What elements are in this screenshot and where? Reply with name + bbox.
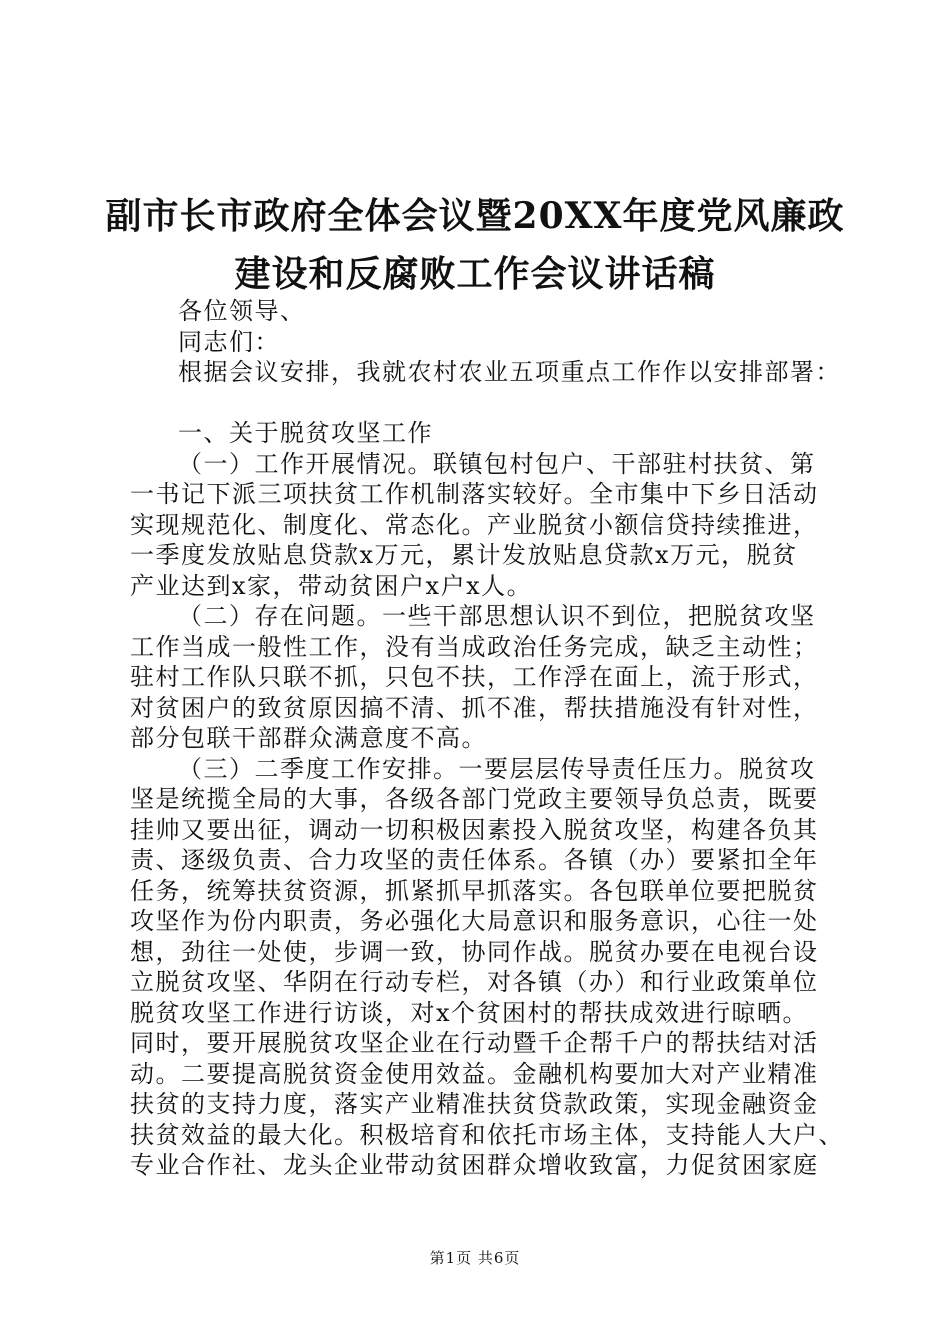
paragraph-line: （一）工作开展情况。联镇包村包户、干部驻村扶贫、第: [178, 449, 816, 478]
paragraph-line: 动。二要提高脱贫资金使用效益。金融机构要加大对产业精准: [130, 1059, 819, 1088]
paragraph-line: 攻坚作为份内职责，务必强化大局意识和服务意识，心往一处: [130, 907, 819, 935]
document-title-line-1: 副市长市政府全体会议暨20XX年度党风廉政: [105, 195, 845, 237]
paragraph-line: 坚是统揽全局的大事，各级各部门党政主要领导负总责，既要: [130, 785, 819, 813]
paragraph-line: 专业合作社、龙头企业带动贫困群众增收致富，力促贫困家庭: [130, 1151, 819, 1179]
document-body: [130, 296, 844, 1181]
document-title-line-2: 建设和反腐败工作会议讲话稿: [234, 253, 716, 295]
paragraph-line: 部分包联干部群众满意度不高。: [130, 724, 487, 752]
paragraph-line: 挂帅又要出征，调动一切积极因素投入脱贫攻坚，构建各负其: [130, 815, 819, 844]
salutation-line-2: 同志们：: [178, 327, 280, 356]
paragraph-line: （二）存在问题。一些干部思想认识不到位，把脱贫攻坚: [178, 602, 816, 630]
salutation-line-1: 各位领导、: [178, 297, 306, 325]
paragraph-line: 任务，统筹扶贫资源，抓紧抓早抓落实。各包联单位要把脱贫: [130, 876, 819, 905]
paragraph-line: 一季度发放贴息贷款x万元，累计发放贴息贷款x万元，脱贫: [130, 541, 798, 569]
paragraph-line: 扶贫效益的最大化。积极培育和依托市场主体，支持能人大户、: [130, 1120, 844, 1149]
paragraph-line: 实现规范化、制度化、常态化。产业脱贫小额信贷持续推进，: [130, 510, 819, 539]
blank-line: [130, 388, 830, 419]
paragraph-line: 立脱贫攻坚、华阴在行动专栏，对各镇（办）和行业政策单位: [130, 968, 819, 996]
section-heading: 一、关于脱贫攻坚工作: [178, 419, 433, 447]
paragraph-line: 扶贫的支持力度，落实产业精准扶贫贷款政策，实现金融资金: [130, 1090, 819, 1118]
paragraph-line: 一书记下派三项扶贫工作机制落实较好。全市集中下乡日活动: [130, 480, 819, 508]
paragraph-line: 脱贫攻坚工作进行访谈，对x个贫困村的帮扶成效进行晾晒。: [130, 998, 809, 1027]
paragraph-line: 想，劲往一处使，步调一致，协同作战。脱贫办要在电视台设: [130, 937, 819, 966]
paragraph-line: 工作当成一般性工作，没有当成政治任务完成，缺乏主动性；: [130, 632, 819, 661]
intro-paragraph: 根据会议安排，我就农村农业五项重点工作作以安排部署：: [178, 358, 841, 386]
paragraph-line: 产业达到x家，带动贫困户x户x人。: [130, 571, 533, 600]
paragraph-line: 责、逐级负责、合力攻坚的责任体系。各镇（办）要紧扣全年: [130, 846, 819, 874]
paragraph-line: 驻村工作队只联不抓，只包不扶，工作浮在面上，流于形式，: [130, 663, 819, 691]
paragraph-line: 同时，要开展脱贫攻坚企业在行动暨千企帮千户的帮扶结对活: [130, 1029, 819, 1057]
paragraph-line: 对贫困户的致贫原因搞不清、抓不准，帮扶措施没有针对性，: [130, 693, 819, 722]
paragraph-line: （三）二季度工作安排。一要层层传导责任压力。脱贫攻: [178, 754, 816, 783]
page-footer: 第1页 共6页: [429, 1249, 521, 1267]
